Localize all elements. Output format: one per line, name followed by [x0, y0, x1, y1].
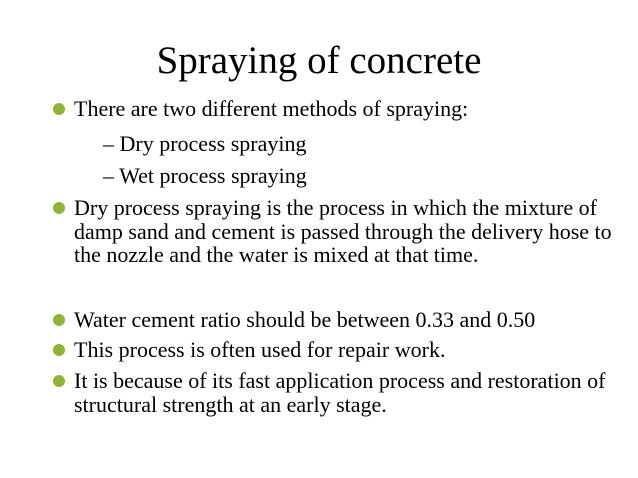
bullet-text: Dry process spraying is the process in which the mixture of damp sand and cement is passed through the delivery hose to the nozzle and the water is mixed at that time.	[74, 195, 612, 267]
bullet-dot-icon	[53, 314, 65, 326]
bullet-item	[53, 338, 633, 362]
sub-bullet-item: – Dry process spraying	[103, 131, 307, 156]
bullet-dot-icon	[53, 375, 65, 387]
bullet-text: It is because of its fast application process and restoration of structural strength at an early stage.	[74, 368, 606, 417]
bullet-item	[53, 97, 633, 121]
bullet-dot-icon	[53, 202, 65, 214]
bullet-item	[53, 196, 633, 267]
bullet-text: There are two different methods of spraying:	[74, 96, 469, 121]
bullet-item	[53, 308, 633, 332]
bullet-text: This process is often used for repair work.	[74, 337, 446, 362]
bullet-dot-icon	[53, 344, 65, 356]
slide-title: Spraying of concrete	[156, 39, 482, 82]
sub-bullet-item: – Wet process spraying	[103, 163, 307, 188]
bullet-dot-icon	[53, 103, 65, 115]
bullet-item	[53, 369, 633, 416]
bullet-text: Water cement ratio should be between 0.33 and 0.50	[74, 307, 536, 332]
